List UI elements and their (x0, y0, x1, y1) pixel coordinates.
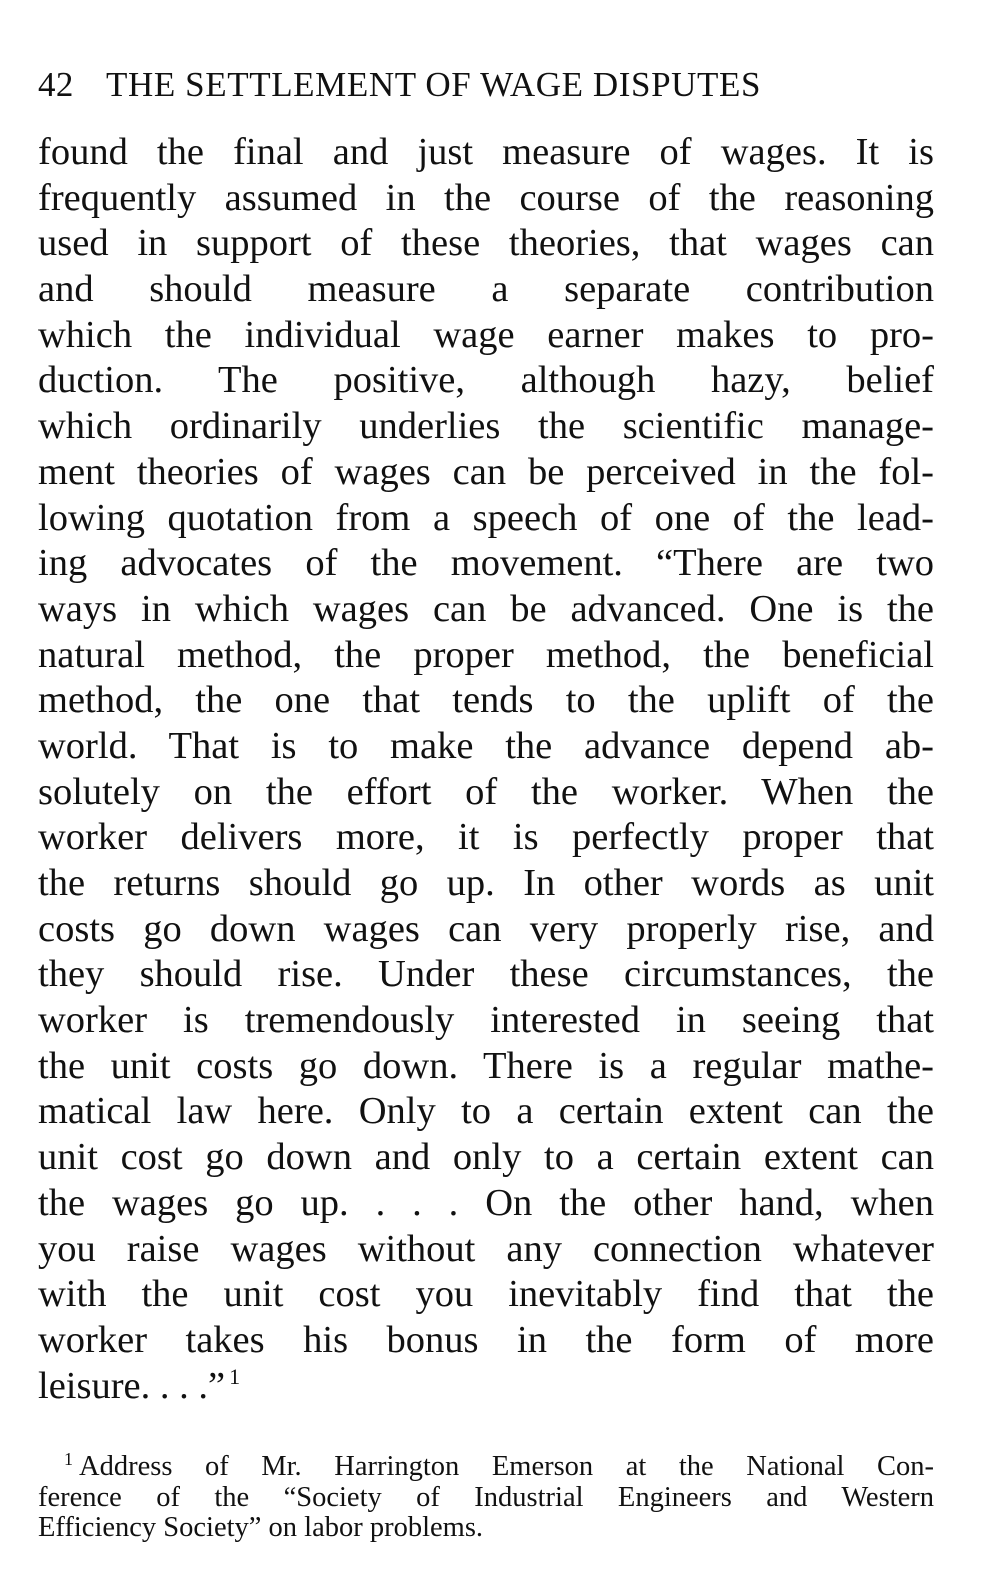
text-line: solutely on the effort of the worker. When the (38, 770, 934, 813)
text-line: worker takes his bonus in the form of more (38, 1318, 934, 1361)
text-line: world. That is to make the advance depend ab- (38, 724, 934, 767)
text-line: unit cost go down and only to a certain extent can (38, 1136, 934, 1179)
text-line: worker delivers more, it is perfectly proper that (38, 816, 934, 859)
text-line-last (38, 1364, 934, 1410)
text-line: duction. The positive, although hazy, belief (38, 359, 934, 402)
text-line: you raise wages without any connection whatever (38, 1227, 934, 1270)
text-line: natural method, the proper method, the beneficial (38, 633, 934, 676)
text-line: the unit costs go down. There is a regular mathe- (38, 1044, 934, 1087)
footnote-marker: 1 (64, 1452, 73, 1469)
text-line: method, the one that tends to the uplift of the (38, 679, 934, 722)
text-line: which the individual wage earner makes to pro- (38, 313, 934, 356)
text-line: ing advocates of the movement. “There are two (38, 542, 934, 585)
text-line: ment theories of wages can be perceived in the fol- (38, 450, 934, 493)
footnote-reference: 1 (229, 1363, 241, 1389)
text-line: frequently assumed in the course of the reasoning (38, 176, 934, 219)
text-line: they should rise. Under these circumstances, the (38, 953, 934, 996)
body-text (38, 130, 934, 1409)
text-line: costs go down wages can very properly rise, and (38, 907, 934, 950)
text-line: the returns should go up. In other words as unit (38, 862, 934, 904)
footnote-line (38, 1452, 934, 1483)
text-line: which ordinarily underlies the scientific manage- (38, 405, 934, 448)
text-line: lowing quotation from a speech of one of the lead- (38, 496, 934, 539)
text-line: found the final and just measure of wages. It is (38, 131, 934, 173)
footnote-line: Efficiency Society” on labor problems. (38, 1513, 484, 1543)
running-head-title: THE SETTLEMENT OF WAGE DISPUTES (106, 65, 762, 104)
text-line: ways in which wages can be advanced. One is the (38, 587, 934, 630)
footnote-line: ference of the “Society of Industrial Engineers and Western (38, 1482, 934, 1513)
text-line: with the unit cost you inevitably find that the (38, 1273, 934, 1316)
text-line: worker is tremendously interested in seeing that (38, 999, 934, 1042)
text-line: the wages go up. . . . On the other hand, when (38, 1181, 934, 1224)
book-page (38, 58, 934, 1409)
page-number: 42 (38, 65, 74, 104)
running-head (38, 58, 934, 112)
text-line-last-content: leisure. . . .” (38, 1364, 226, 1407)
text-line: matical law here. Only to a certain extent can the (38, 1090, 934, 1133)
footnote (38, 1452, 934, 1544)
footnote-text: Address of Mr. Harrington Emerson at the National Con- (79, 1452, 934, 1482)
text-line: and should measure a separate contribution (38, 268, 934, 311)
text-line: used in support of these theories, that wages can (38, 222, 934, 265)
